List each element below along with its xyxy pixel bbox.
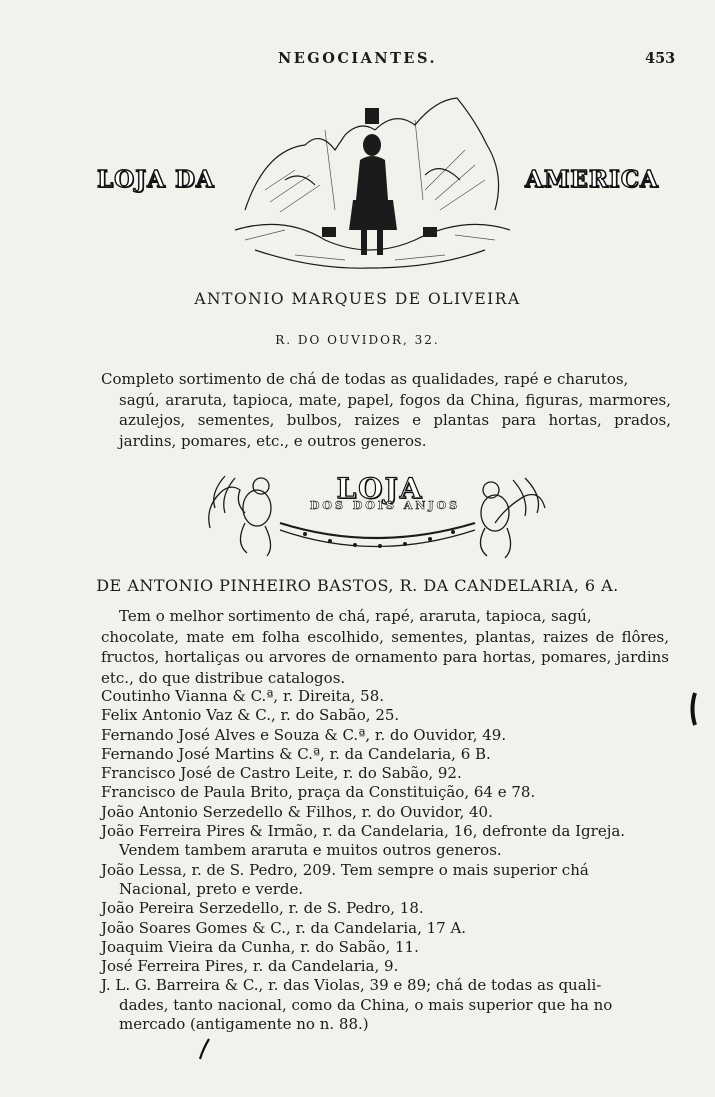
angels-logo-loja: LOJA xyxy=(336,472,424,505)
listing-item: João Antonio Serzedello & Filhos, r. do Ouvidor, 40. xyxy=(101,802,493,821)
listing-continuation: mercado (antigamente no n. 88.) xyxy=(119,1015,369,1034)
listing-item: João Soares Gomes & C., r. da Candelaria, 17 A. xyxy=(101,918,467,937)
listing-item: Fernando José Alves e Souza & C.ª, r. do Ouvidor, 49. xyxy=(101,725,507,744)
listing-item: Coutinho Vianna & C.ª, r. Direita, 58. xyxy=(101,687,385,705)
pen-stroke-mark xyxy=(197,1037,213,1061)
listing-item: J. L. G. Barreira & C., r. das Violas, 39 e 89; chá de todas as quali- dades, tanto nacional, como da China, o mais superior que ha no mercado (antigamente no n. 88.) xyxy=(101,976,676,1034)
merchant-listings xyxy=(101,687,676,1034)
banner-america: AMERICA xyxy=(525,166,659,193)
page-number: 453 xyxy=(645,50,676,67)
listing-continuation: Vendem tambem araruta e muitos outros generos. xyxy=(119,841,502,860)
listing-item: Fernando José Martins & C.ª, r. da Candelaria, 6 B. xyxy=(101,744,491,763)
listing-item: Felix Antonio Vaz & C., r. do Sabão, 25. xyxy=(101,706,400,725)
banner-loja-da: LOJA DA xyxy=(97,166,215,193)
america-emblem-illustration xyxy=(225,90,515,275)
anjos-description-first-line: Tem o melhor sortimento de chá, rapé, araruta, tapioca, sagú, xyxy=(119,607,592,625)
america-description-first-line: Completo sortimento de chá de todas as qualidades, rapé e charutos, xyxy=(101,370,629,388)
listing-item: Francisco José de Castro Leite, r. do Sabão, 92. xyxy=(101,764,462,783)
anjos-shop-description xyxy=(101,606,669,688)
listing-continuation: Nacional, preto e verde. xyxy=(119,879,304,898)
angels-logo-subtitle: DOS DOIS ANJOS xyxy=(309,499,461,512)
america-shop-address: R. DO OUVIDOR, 32. xyxy=(275,333,440,347)
listing-item: João Ferreira Pires & Irmão, r. da Candelaria, 16, defronte da Igreja. Vendem tambem araruta e muitos outros generos. xyxy=(101,822,676,861)
listing-item: Francisco de Paula Brito, praça da Constituição, 64 e 78. xyxy=(101,783,536,802)
america-shop-description xyxy=(101,369,671,451)
america-shop-owner: ANTONIO MARQUES DE OLIVEIRA xyxy=(194,290,521,308)
america-description-rest: sagú, araruta, tapioca, mate, papel, fogos da China, figuras, marmores, azulejos, sementes, bulbos, raizes e plantas para hortas, prados, jardins, pomares, etc., e outros generos. xyxy=(119,390,671,450)
margin-ink-mark xyxy=(688,692,698,726)
page-header-title: NEGOCIANTES. xyxy=(278,50,437,67)
listing-item: José Ferreira Pires, r. da Candelaria, 9. xyxy=(101,957,399,976)
listing-item: João Pereira Serzedello, r. de S. Pedro, 18. xyxy=(101,899,424,918)
listing-item: Joaquim Vieira da Cunha, r. do Sabão, 11. xyxy=(101,937,419,956)
anjos-shop-heading: DE ANTONIO PINHEIRO BASTOS, R. DA CANDELARIA, 6 A. xyxy=(96,576,619,595)
listing-continuation: dades, tanto nacional, como da China, o mais superior que ha no xyxy=(119,995,613,1014)
anjos-description-rest: chocolate, mate em folha escolhido, sementes, plantas, raizes de flôres, fructos, hortaliças ou arvores de ornamento para hortas, pomares, jardins etc., do que distribue catalogos. xyxy=(101,627,669,687)
listing-item: João Lessa, r. de S. Pedro, 209. Tem sempre o mais superior chá Nacional, preto e verde. xyxy=(101,861,676,900)
